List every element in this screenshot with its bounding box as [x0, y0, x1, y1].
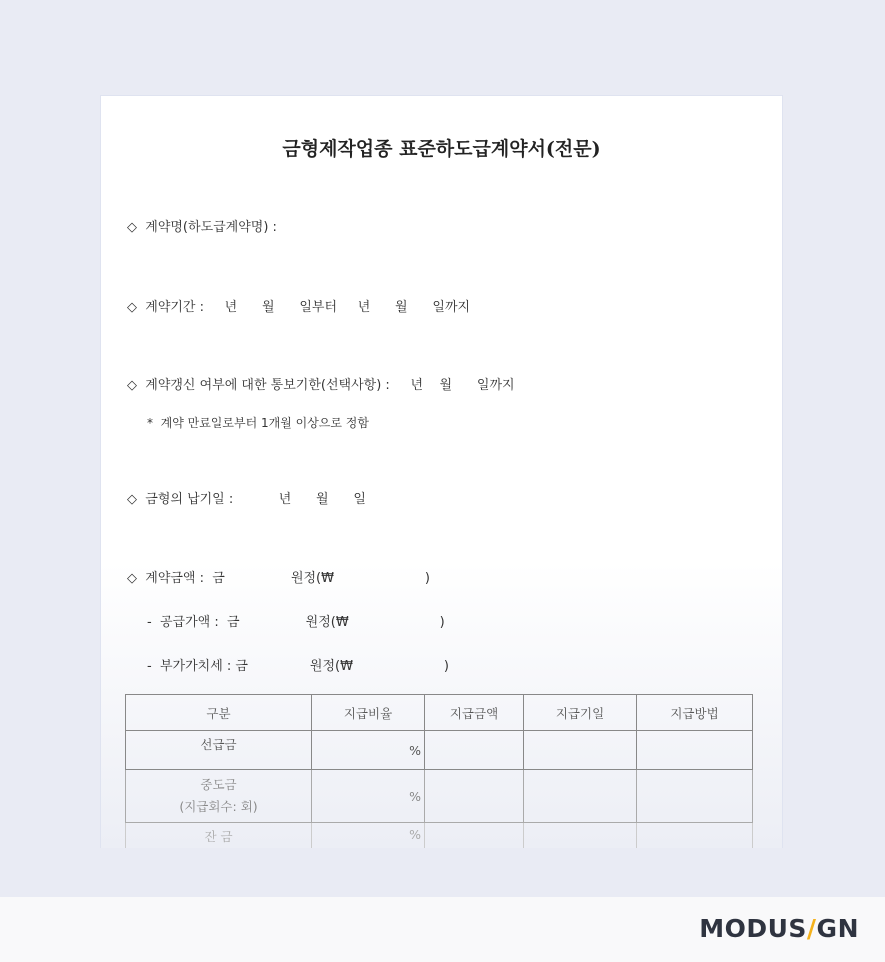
header-cell: 지급비율 — [312, 695, 425, 731]
header-cell: 지급기일 — [524, 695, 637, 731]
row-label: 잔 금 — [126, 823, 312, 849]
contract-period-line: ◇ 계약기간 : 년 월 일부터 년 월 일까지 — [127, 300, 471, 315]
header-cell: 지급방법 — [637, 695, 753, 731]
delivery-date-line: ◇ 금형의 납기일 : 년 월 일 — [127, 492, 366, 507]
pct-cell: % — [312, 770, 425, 823]
pct-cell: % — [312, 823, 425, 849]
contract-name-line: ◇ 계약명(하도급계약명) : — [127, 220, 277, 235]
renewal-note: * 계약 만료일로부터 1개월 이상으로 정함 — [147, 416, 369, 430]
table-row — [126, 823, 753, 849]
footer — [0, 897, 885, 962]
renewal-notice-line: ◇ 계약갱신 여부에 대한 통보기한(선택사항) : 년 월 일까지 — [127, 378, 515, 393]
contract-document — [100, 95, 783, 848]
table-row — [126, 770, 753, 823]
document-title: 금형제작업종 표준하도급계약서(전문) — [282, 138, 601, 160]
payment-table — [125, 694, 753, 848]
supply-value-line: - 공급가액 : 금 원정(₩ ) — [147, 615, 445, 630]
contract-amount-line: ◇ 계약금액 : 금 원정(₩ ) — [127, 571, 430, 586]
header-cell: 지급금액 — [425, 695, 524, 731]
modusign-logo: MODUS/GN — [699, 914, 859, 943]
vat-line: - 부가가치세 : 금 원정(₩ ) — [147, 659, 449, 674]
row-label: 선급금 — [126, 731, 312, 770]
table-header-row — [126, 695, 753, 731]
table-row — [126, 731, 753, 770]
header-cell: 구분 — [126, 695, 312, 731]
pct-cell: % — [312, 731, 425, 770]
row-label: 중도금 (지급회수: 회) — [126, 770, 312, 823]
